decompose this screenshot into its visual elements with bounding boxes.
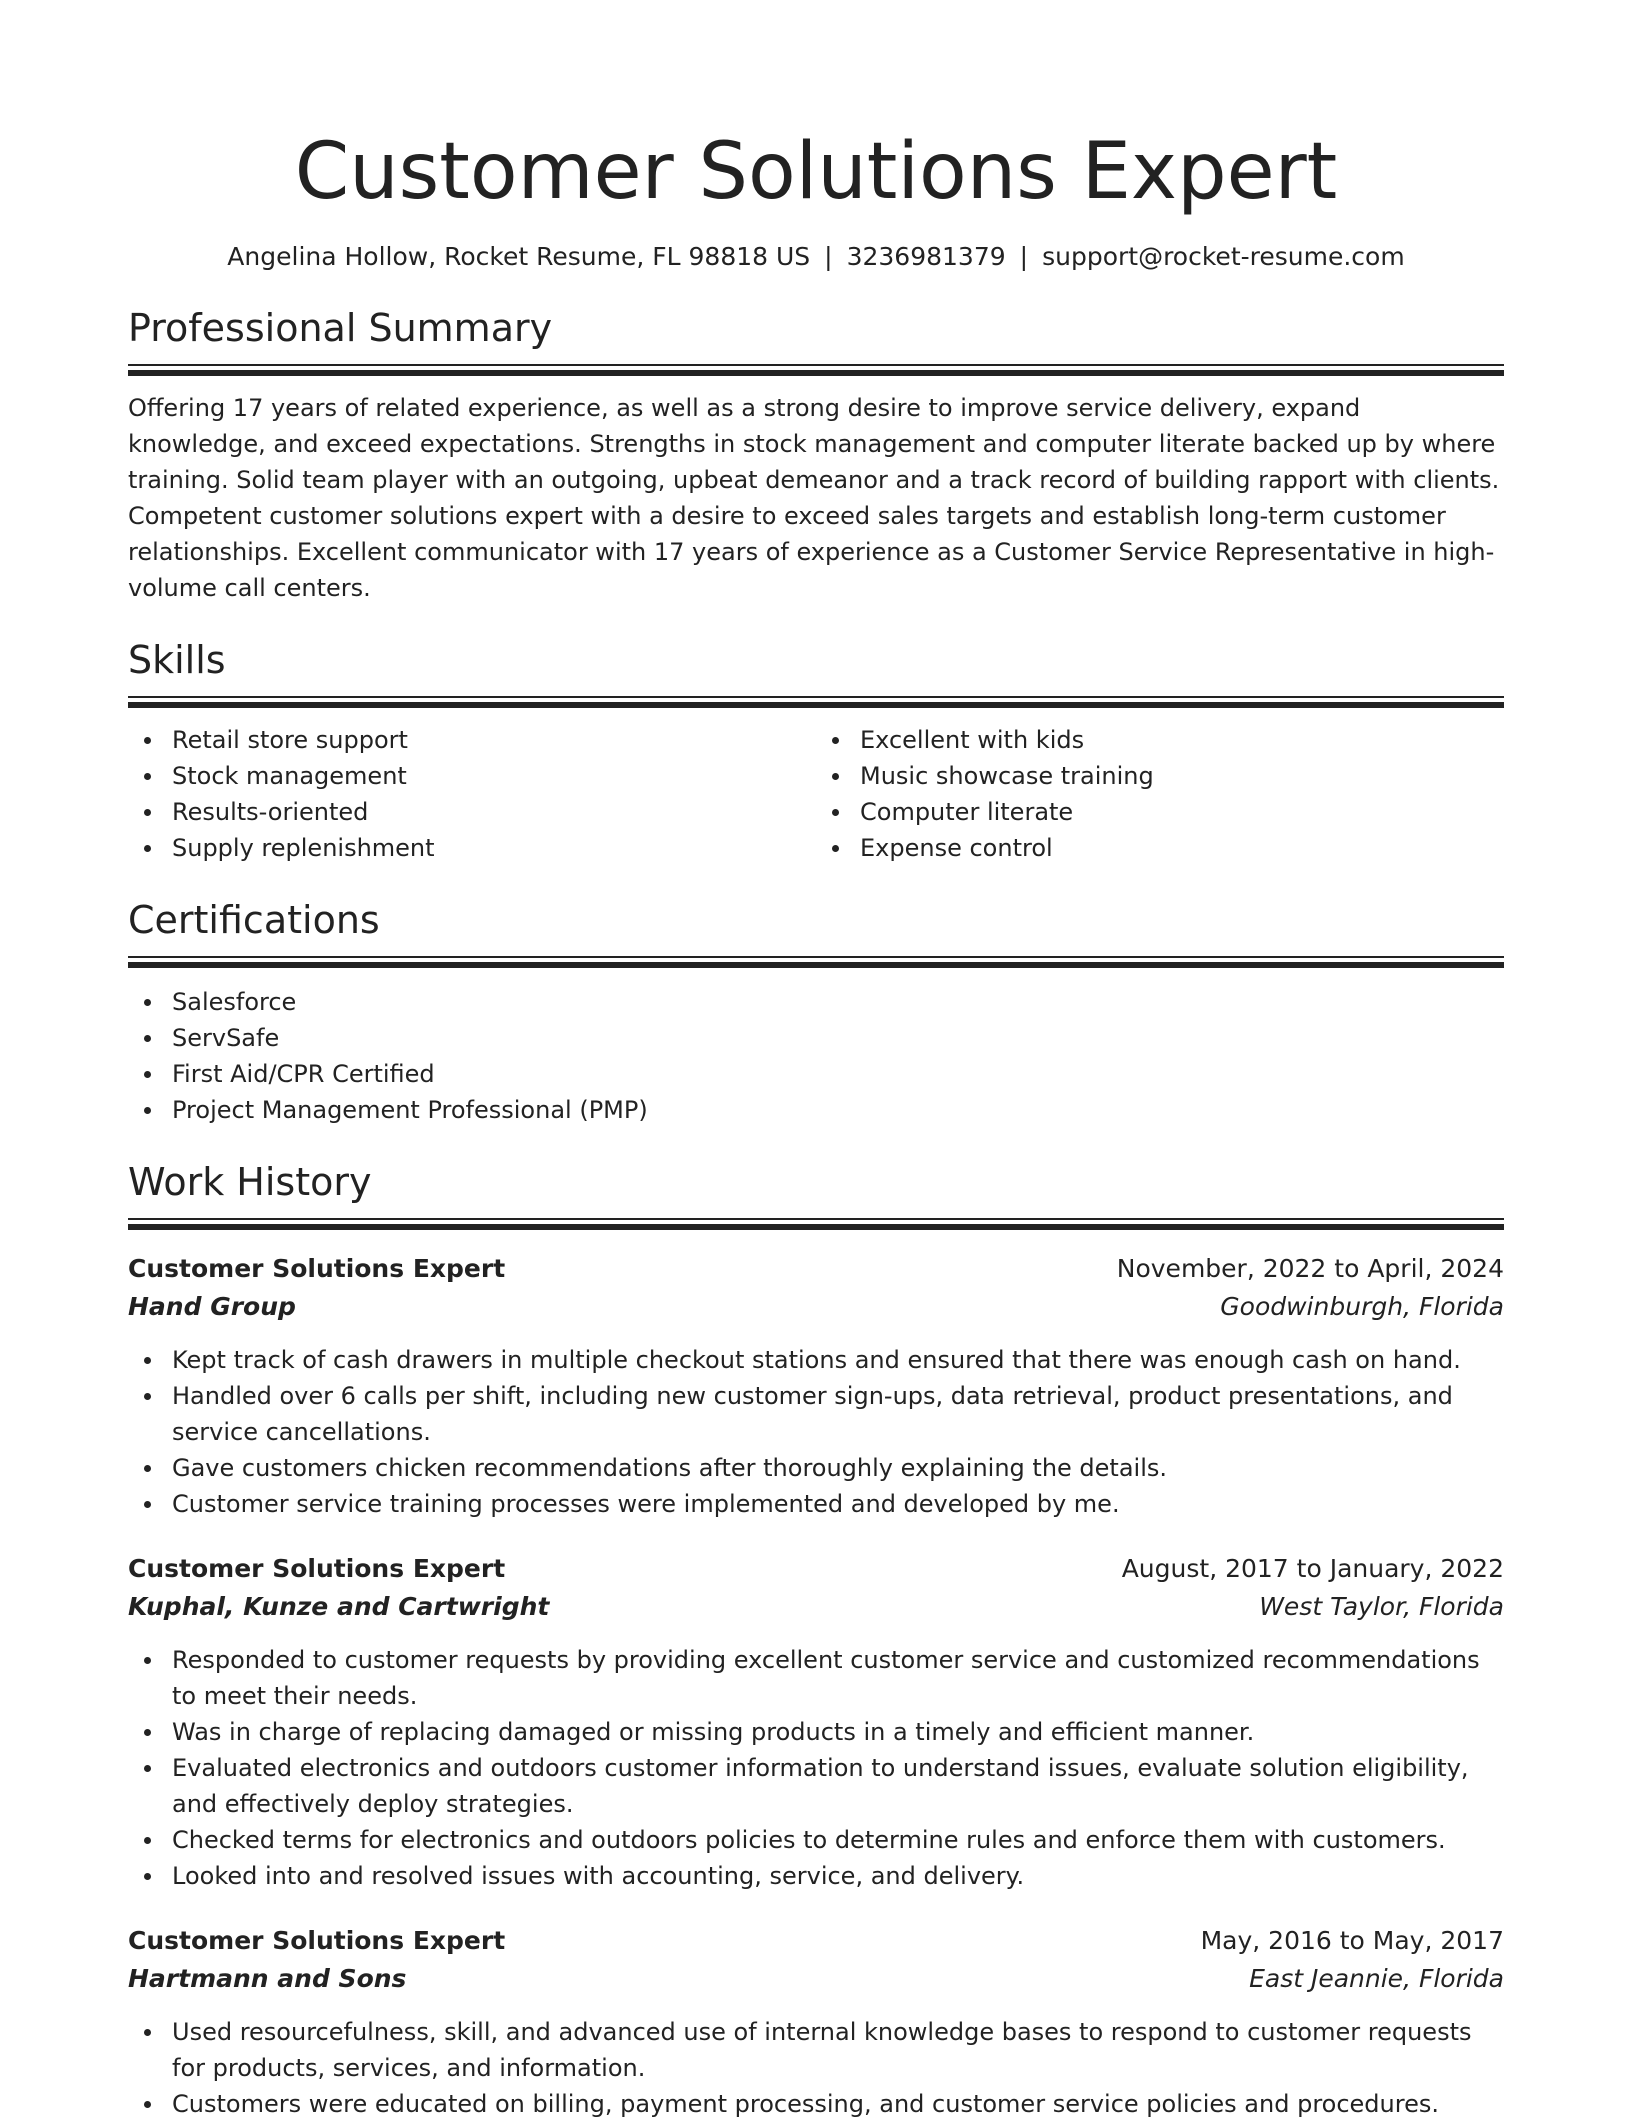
certifications-heading: Certifications: [128, 898, 380, 942]
certification-item: First Aid/CPR Certified: [172, 1056, 1504, 1092]
job-bullet: Looked into and resolved issues with accounting, service, and delivery.: [172, 1858, 1504, 1894]
certifications-list: [128, 984, 1504, 1128]
certifications-section: [128, 896, 1504, 1128]
skill-item: Music showcase training: [860, 758, 1504, 794]
job-dates: August, 2017 to January, 2022: [1121, 1554, 1504, 1583]
job-bullet: Checked terms for electronics and outdoors policies to determine rules and enforce them with customers.: [172, 1822, 1504, 1858]
skills-left-list: [128, 722, 816, 866]
skills-right-list: [816, 722, 1504, 866]
skills-columns: [128, 722, 1504, 866]
contact-line: [128, 240, 1504, 274]
job-title: Customer Solutions Expert: [128, 1254, 506, 1283]
skill-item: Retail store support: [172, 722, 816, 758]
contact-separator: |: [1019, 242, 1029, 271]
skills-heading: Skills: [128, 638, 226, 682]
job-location: Goodwinburgh, Florida: [1220, 1292, 1504, 1321]
skill-item: Results-oriented: [172, 794, 816, 830]
job-company: Kuphal, Kunze and Cartwright: [128, 1592, 550, 1621]
contact-address: Angelina Hollow, Rocket Resume, FL 98818 US: [227, 242, 811, 271]
job-bullet: Customer service training processes were implemented and developed by me.: [172, 1486, 1504, 1522]
resume-page: [128, 0, 1504, 2122]
skill-item: Stock management: [172, 758, 816, 794]
job-entry: [128, 1922, 1504, 2122]
job-location: East Jeannie, Florida: [1249, 1964, 1504, 1993]
job-header-row: [128, 1922, 1504, 1960]
section-divider: [128, 956, 1504, 968]
work-history-heading: Work History: [128, 1160, 372, 1204]
section-divider: [128, 364, 1504, 376]
skill-item: Excellent with kids: [860, 722, 1504, 758]
skill-item: Expense control: [860, 830, 1504, 866]
job-bullet: Evaluated electronics and outdoors customer information to understand issues, evaluate solution eligibility, and effectively deploy strategies.: [172, 1750, 1504, 1822]
job-company-row: [128, 1960, 1504, 1998]
skills-section: [128, 636, 1504, 866]
summary-heading: Professional Summary: [128, 306, 553, 350]
job-bullet: Kept track of cash drawers in multiple checkout stations and ensured that there was enough cash on hand.: [172, 1342, 1504, 1378]
job-company: Hartmann and Sons: [128, 1964, 407, 1993]
skill-item: Supply replenishment: [172, 830, 816, 866]
job-company: Hand Group: [128, 1292, 296, 1321]
job-header-row: [128, 1250, 1504, 1288]
job-bullet: Gave customers chicken recommendations after thoroughly explaining the details.: [172, 1450, 1504, 1486]
work-history-section: [128, 1158, 1504, 2122]
job-location: West Taylor, Florida: [1259, 1592, 1504, 1621]
job-bullet: Used resourcefulness, skill, and advanced use of internal knowledge bases to respond to customer requests for products, services, and information.: [172, 2014, 1504, 2086]
job-bullet: Customers were educated on billing, payment processing, and customer service policies and procedures.: [172, 2086, 1504, 2122]
certification-item: ServSafe: [172, 1020, 1504, 1056]
job-dates: May, 2016 to May, 2017: [1200, 1926, 1504, 1955]
section-divider: [128, 696, 1504, 708]
job-header-row: [128, 1550, 1504, 1588]
contact-separator: |: [824, 242, 833, 271]
resume-name: Customer Solutions Expert: [294, 127, 1338, 217]
section-divider: [128, 1218, 1504, 1230]
job-entry: [128, 1250, 1504, 1522]
job-title: Customer Solutions Expert: [128, 1554, 506, 1583]
summary-text: Offering 17 years of related experience, as well as a strong desire to improve service delivery, expand knowledge, and exceed expectations. Strengths in stock management and computer literate backed up by where training. Solid team player with an outgoing, upbeat demeanor and a track record of building rapport with clients. Competent customer solutions expert with a desire to exceed sales targets and establish long-term customer relationships. Excellent communicator with 17 years of experience as a Customer Service Representative in high-volume call centers.: [128, 394, 1500, 602]
summary-section: [128, 304, 1504, 606]
job-title: Customer Solutions Expert: [128, 1926, 506, 1955]
job-bullets: [128, 2014, 1504, 2122]
contact-phone: 3236981379: [846, 242, 1006, 271]
skill-item: Computer literate: [860, 794, 1504, 830]
job-company-row: [128, 1288, 1504, 1326]
job-bullet: Was in charge of replacing damaged or missing products in a timely and efficient manner.: [172, 1714, 1504, 1750]
certification-item: Project Management Professional (PMP): [172, 1092, 1504, 1128]
certification-item: Salesforce: [172, 984, 1504, 1020]
job-entry: [128, 1550, 1504, 1894]
job-bullet: Responded to customer requests by providing excellent customer service and customized recommendations to meet their needs.: [172, 1642, 1504, 1714]
job-bullets: [128, 1342, 1504, 1522]
contact-email: support@rocket-resume.com: [1042, 242, 1405, 271]
job-bullet: Handled over 6 calls per shift, including new customer sign-ups, data retrieval, product presentations, and service cancellations.: [172, 1378, 1504, 1450]
job-company-row: [128, 1588, 1504, 1626]
job-dates: November, 2022 to April, 2024: [1116, 1254, 1504, 1283]
job-bullets: [128, 1642, 1504, 1894]
